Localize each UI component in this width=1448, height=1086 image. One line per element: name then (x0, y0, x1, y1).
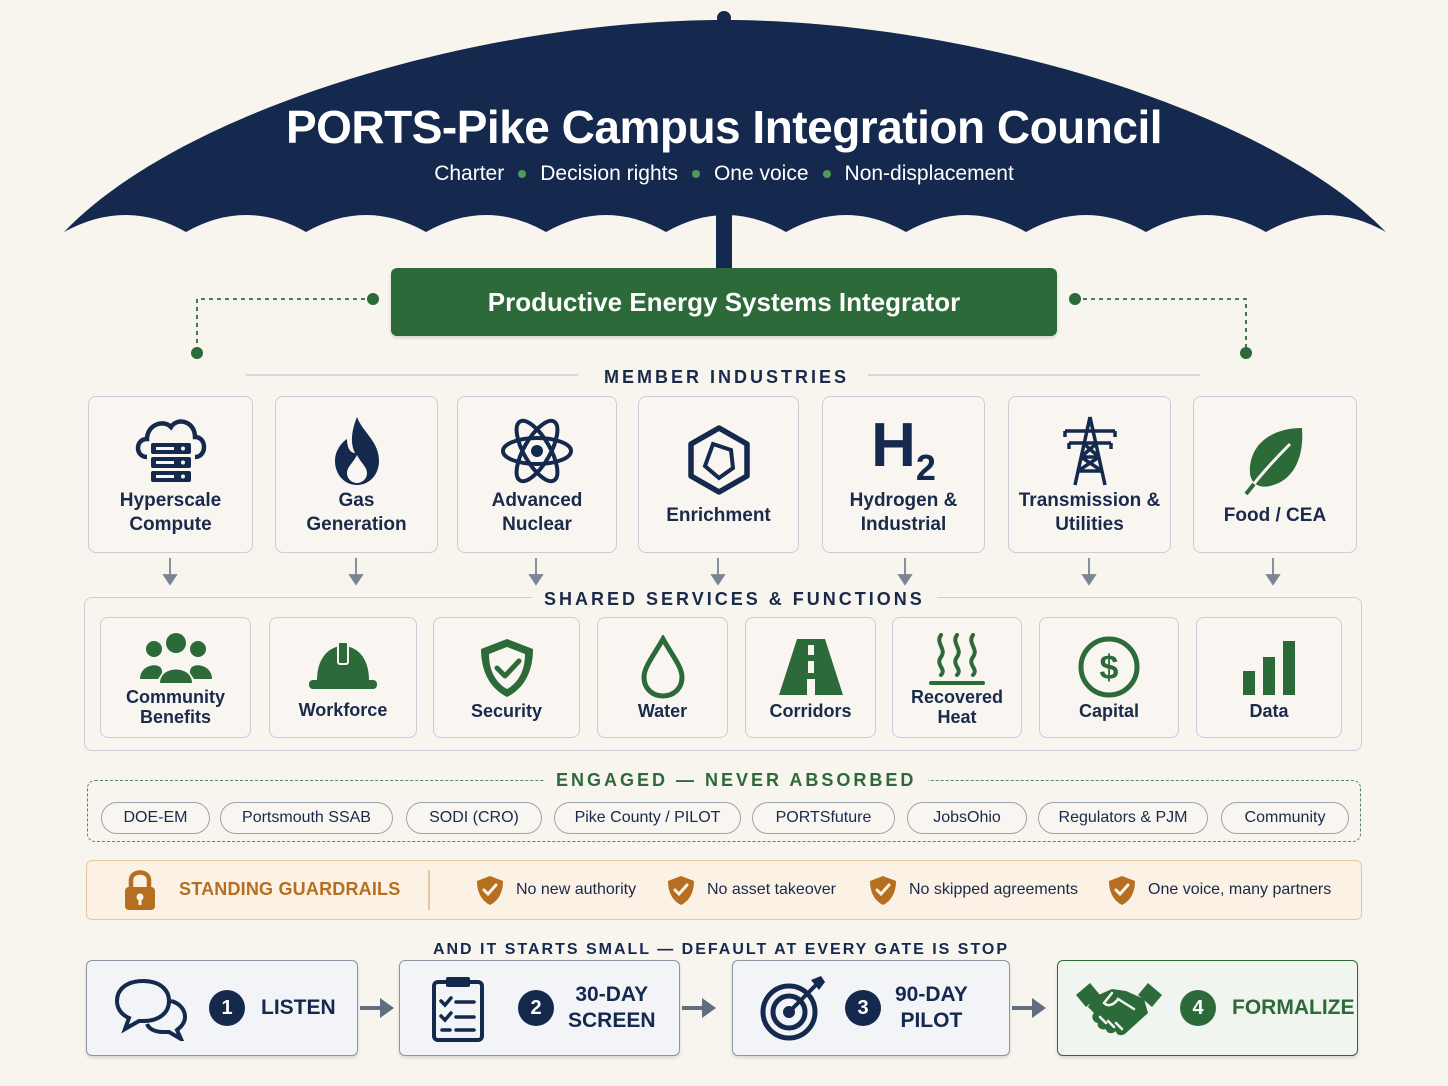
h2-icon (871, 410, 936, 489)
industry-advanced-nuclear (457, 396, 617, 553)
guardrail-label: No asset takeover (707, 881, 836, 898)
people-icon (140, 629, 212, 687)
atom-icon (497, 413, 577, 489)
service-label: Recovered Heat (910, 686, 1004, 727)
guardrail-label: No new authority (516, 881, 637, 898)
guardrail-one-voice (1106, 874, 1331, 906)
flame-icon (327, 413, 387, 489)
principle-decision-rights: Decision rights (540, 162, 678, 185)
guardrail-label: One voice, many partners (1148, 881, 1332, 898)
heat-waves-icon (925, 629, 989, 687)
process-heading: AND IT STARTS SMALL — DEFAULT AT EVERY GATE IS STOP (432, 941, 1010, 958)
guardrail-label: No skipped agreements (909, 881, 1078, 898)
engaged-doe-em: DOE-EM (101, 802, 210, 834)
service-label: Community Benefits (126, 686, 225, 727)
service-community-benefits (100, 617, 251, 738)
shield-check-icon (1106, 874, 1138, 906)
shared-services-heading: SHARED SERVICES & FUNCTIONS (532, 589, 937, 610)
service-label: Water (637, 700, 688, 721)
step-label: 30-DAY SCREEN (568, 983, 656, 1032)
leaf-icon (1240, 422, 1310, 498)
guardrail-no-skipped-agreements (867, 874, 1078, 906)
service-corridors (745, 617, 876, 738)
engaged-jobsohio: JobsOhio (907, 802, 1027, 834)
guardrail-no-new-authority (474, 874, 636, 906)
engaged-community: Community (1221, 802, 1349, 834)
industry-label: Hyperscale Compute (119, 489, 222, 535)
industry-hyperscale-compute (88, 396, 253, 553)
industry-label: Transmission & Utilities (1018, 489, 1161, 535)
engaged-portsfuture: PORTSfuture (752, 802, 895, 834)
member-industries-heading: MEMBER INDUSTRIES (592, 367, 861, 388)
engaged-pike-county: Pike County / PILOT (554, 802, 741, 834)
h2-symbol: H (871, 410, 916, 480)
service-water (597, 617, 728, 738)
h2-subscript: 2 (915, 446, 936, 488)
industry-label: Hydrogen & Industrial (849, 489, 958, 535)
transmission-tower-icon (1055, 413, 1125, 489)
service-label: Workforce (298, 699, 388, 720)
industry-transmission-utilities (1008, 396, 1171, 553)
step-number: 3 (845, 990, 881, 1026)
engaged-regulators-pjm: Regulators & PJM (1038, 802, 1208, 834)
shield-check-icon (475, 635, 539, 699)
step-number: 4 (1180, 990, 1216, 1026)
service-label: Data (1249, 700, 1289, 721)
council-title: PORTS-Pike Campus Integration Council (285, 101, 1163, 153)
step-label: 90-DAY PILOT (895, 983, 968, 1032)
service-data (1196, 617, 1342, 738)
step-label: LISTEN (261, 996, 336, 1019)
industry-label: Food / CEA (1223, 504, 1327, 526)
step-number: 1 (209, 990, 245, 1026)
engaged-portsmouth-ssab: Portsmouth SSAB (220, 802, 393, 834)
server-cloud-icon (131, 413, 211, 489)
service-label: Corridors (769, 700, 852, 721)
service-workforce (269, 617, 417, 738)
hexagon-icon (679, 422, 759, 498)
guardrail-no-asset-takeover (665, 874, 836, 906)
service-recovered-heat (892, 617, 1022, 738)
service-label: Security (470, 700, 543, 721)
integrator-connectors (0, 0, 1448, 400)
service-capital (1039, 617, 1179, 738)
shield-check-icon (474, 874, 506, 906)
shield-check-icon (665, 874, 697, 906)
lock-icon (122, 868, 158, 912)
bar-chart-icon (1237, 635, 1301, 699)
service-security (433, 617, 580, 738)
industry-label: Gas Generation (306, 489, 407, 535)
service-label: Capital (1078, 700, 1139, 721)
industry-label: Advanced Nuclear (491, 489, 583, 535)
guardrails-title: STANDING GUARDRAILS (179, 879, 401, 899)
industry-gas-generation (275, 396, 438, 553)
engaged-sodi: SODI (CRO) (406, 802, 542, 834)
shield-check-icon (867, 874, 899, 906)
step-number: 2 (518, 990, 554, 1026)
principle-non-displacement: Non-displacement (844, 162, 1014, 185)
principle-charter: Charter (434, 162, 505, 185)
process-arrows (0, 990, 1448, 1030)
industry-arrows (0, 556, 1448, 588)
guardrails-divider (428, 870, 430, 910)
industry-label: Enrichment (666, 504, 771, 526)
industry-enrichment (638, 396, 799, 553)
road-icon (775, 635, 847, 699)
industry-food-cea (1193, 396, 1357, 553)
engaged-heading: ENGAGED — NEVER ABSORBED (544, 770, 928, 791)
water-drop-icon (638, 635, 688, 699)
integrator-banner: Productive Energy Systems Integrator (391, 268, 1057, 336)
principle-one-voice: One voice (713, 162, 809, 185)
step-label: FORMALIZE (1232, 996, 1355, 1019)
hard-hat-icon (307, 636, 379, 694)
dollar-icon (1077, 635, 1141, 699)
svg-text:$: $ (1099, 648, 1119, 687)
industry-hydrogen-industrial (822, 396, 985, 553)
